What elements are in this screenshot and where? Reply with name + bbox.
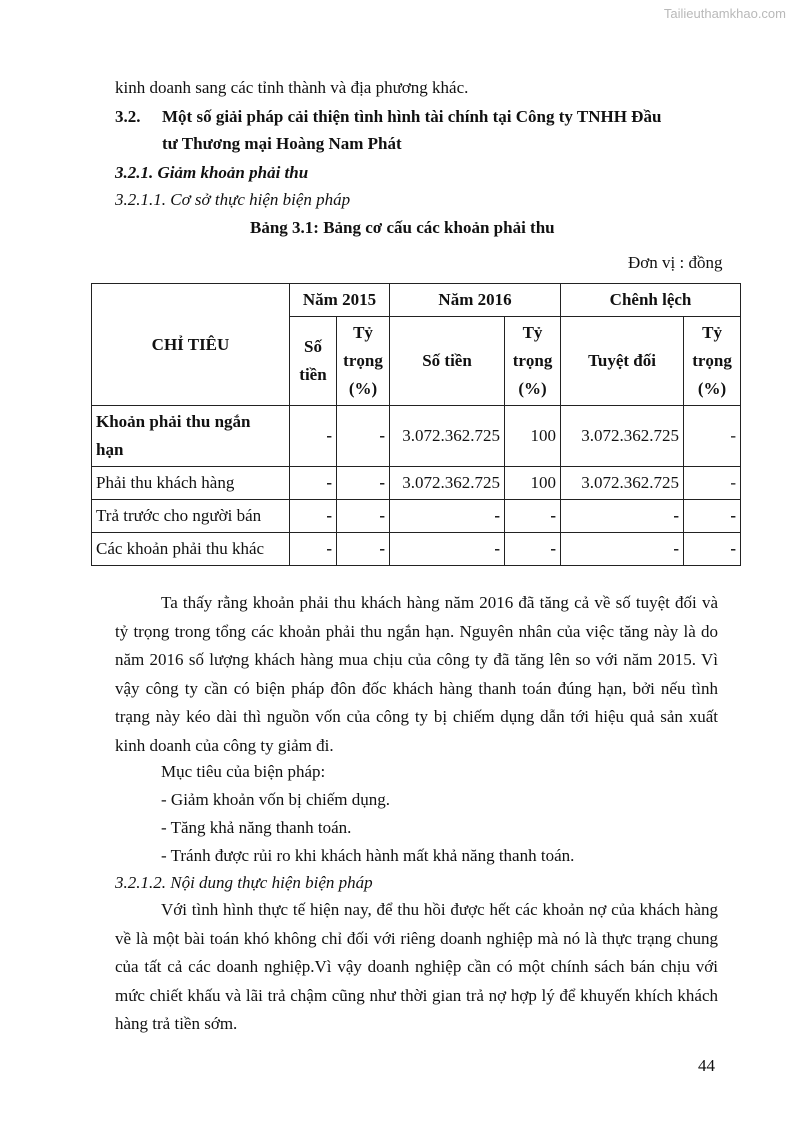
cell-diff-percent: -: [684, 467, 741, 500]
cell-2016-amount: -: [390, 533, 505, 566]
header-ty-trong-chenh-lech: [684, 317, 741, 406]
objective-item: - Giảm khoản vốn bị chiếm dụng.: [161, 790, 390, 809]
cell-diff-absolute: -: [561, 500, 684, 533]
header-text: (%): [697, 379, 727, 398]
paragraph-text: Ta thấy rằng khoản phải thu khách hàng năm 2016 đã tăng cả về số tuyệt đối và tỷ trọng trong tổng các khoản phải thu ngắn hạn. Nguyên nhân của việc tăng này là do năm 2016 số lượng khách hàng mua chịu của công ty đã tăng lên so với năm 2015. Vì vậy công ty cần có biện pháp đôn đốc khách hàng thanh toán đúng hạn, bởi nếu tình trạng này kéo dài thì nguồn vốn của công ty bị chiếm dụng dẫn tới hiệu quả sản xuất kinh doanh của công ty giảm đi.: [115, 593, 718, 755]
table-row: [92, 500, 741, 533]
row-label-line: Khoản phải thu ngắn: [96, 412, 251, 431]
receivables-table: [91, 283, 741, 566]
header-nam-2016: Năm 2016: [390, 284, 561, 317]
header-text: (%): [518, 379, 547, 398]
cell-2016-percent: 100: [505, 467, 561, 500]
header-text: trọng: [343, 351, 383, 370]
header-text: tiền: [299, 365, 327, 384]
watermark: Tailieuthamkhao.com: [663, 6, 786, 21]
header-ty-trong-2015: [337, 317, 390, 406]
cell-2015-amount: -: [290, 500, 337, 533]
header-so-tien-2015: [290, 317, 337, 406]
cell-2015-percent: -: [337, 500, 390, 533]
table-row: [92, 467, 741, 500]
section-title-line2: tư Thương mại Hoàng Nam Phát: [162, 134, 402, 153]
table-unit: Đơn vị : đồng: [628, 253, 723, 272]
table-row: [92, 406, 741, 467]
table-caption: Bảng 3.1: Bảng cơ cấu các khoản phải thu: [250, 218, 555, 237]
header-chi-tieu: CHỈ TIÊU: [92, 284, 290, 406]
header-tuyet-doi: Tuyệt đối: [561, 317, 684, 406]
header-text: Tỷ: [702, 323, 722, 342]
header-chenh-lech: Chênh lệch: [561, 284, 741, 317]
cell-diff-percent: -: [684, 500, 741, 533]
cell-2015-percent: -: [337, 533, 390, 566]
objective-item: - Tăng khả năng thanh toán.: [161, 818, 352, 837]
row-label: Trả trước cho người bán: [92, 500, 290, 533]
row-label: Phải thu khách hàng: [92, 467, 290, 500]
header-text: Số: [304, 337, 322, 356]
cell-2016-percent: -: [505, 533, 561, 566]
table-row: [92, 533, 741, 566]
header-text: (%): [348, 379, 378, 398]
cell-2016-amount: 3.072.362.725: [390, 467, 505, 500]
cell-2016-percent: 100: [505, 406, 561, 467]
cell-diff-absolute: -: [561, 533, 684, 566]
table-header-row-1: [92, 284, 741, 317]
intro-line: kinh doanh sang các tỉnh thành và địa phương khác.: [115, 78, 469, 97]
row-label: Các khoản phải thu khác: [92, 533, 290, 566]
subsubsection-heading-2: 3.2.1.2. Nội dung thực hiện biện pháp: [115, 873, 373, 892]
header-text: trọng: [692, 351, 732, 370]
section-number: 3.2.: [115, 107, 141, 126]
header-ty-trong-2016: [505, 317, 561, 406]
cell-2015-amount: -: [290, 406, 337, 467]
cell-2015-amount: -: [290, 467, 337, 500]
header-text: Tỷ: [522, 323, 543, 342]
cell-2016-percent: -: [505, 500, 561, 533]
row-label: [92, 406, 290, 467]
objective-item: - Tránh được rủi ro khi khách hành mất khả năng thanh toán.: [161, 846, 575, 865]
section-title-line1: Một số giải pháp cải thiện tình hình tài chính tại Công ty TNHH Đầu: [162, 107, 662, 126]
row-label-line: hạn: [96, 440, 124, 459]
cell-diff-absolute: 3.072.362.725: [561, 467, 684, 500]
header-so-tien-2016: Số tiền: [390, 317, 505, 406]
header-text: Tỷ: [353, 323, 373, 342]
cell-2015-percent: -: [337, 406, 390, 467]
analysis-paragraph: [115, 589, 718, 760]
header-nam-2015: Năm 2015: [290, 284, 390, 317]
subsubsection-heading-1: 3.2.1.1. Cơ sở thực hiện biện pháp: [115, 190, 351, 209]
cell-diff-absolute: 3.072.362.725: [561, 406, 684, 467]
page-number: 44: [698, 1056, 715, 1075]
cell-2016-amount: -: [390, 500, 505, 533]
cell-diff-percent: -: [684, 406, 741, 467]
subsection-heading: 3.2.1. Giảm khoản phải thu: [115, 163, 309, 182]
cell-2015-percent: -: [337, 467, 390, 500]
cell-2015-amount: -: [290, 533, 337, 566]
cell-2016-amount: 3.072.362.725: [390, 406, 505, 467]
content-paragraph: [115, 896, 718, 1039]
header-text: trọng: [512, 351, 553, 370]
cell-diff-percent: -: [684, 533, 741, 566]
paragraph-text: Với tình hình thực tế hiện nay, để thu hồi được hết các khoản nợ của khách hàng về là một bài toán khó không chỉ đối với riêng doanh nghiệp mà nó là thực trạng chung của tất cả các doanh nghiệp.Vì vậy doanh nghiệp cần có một chính sách bán chịu với mức chiết khấu và lãi trả chậm cũng như thời gian trả nợ hợp lý để khuyến khích khách hàng trả tiền sớm.: [115, 900, 718, 1033]
objectives-heading: Mục tiêu của biện pháp:: [161, 762, 326, 781]
